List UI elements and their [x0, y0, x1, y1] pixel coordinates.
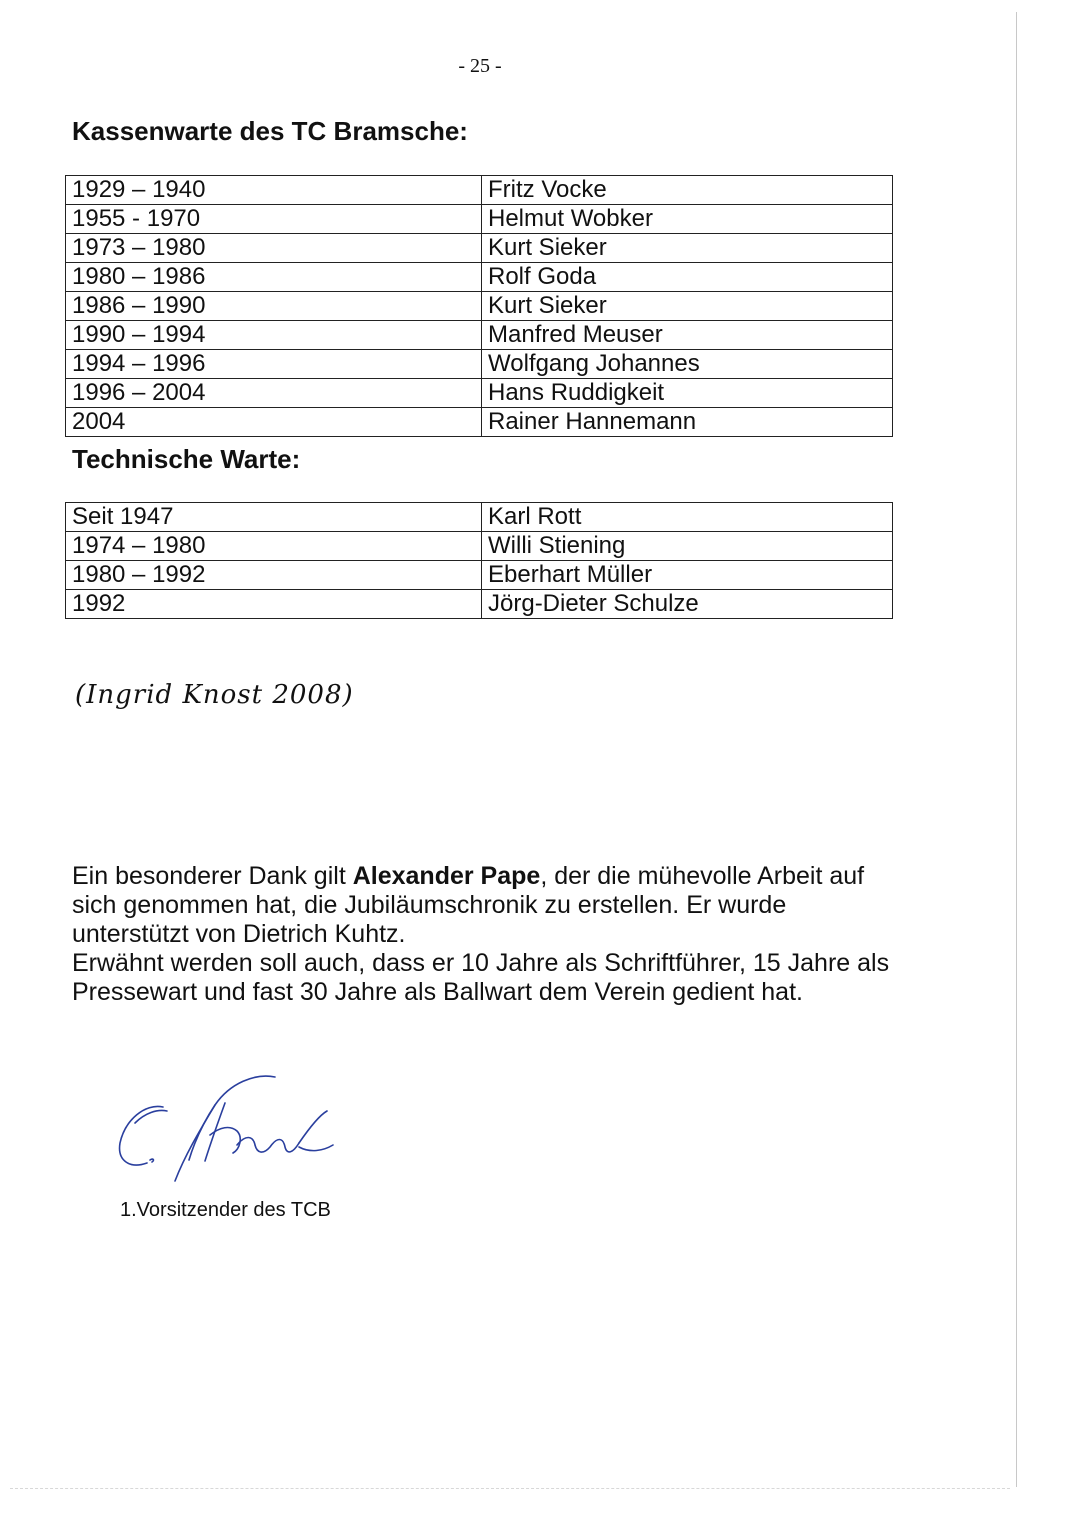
name-cell: Wolfgang Johannes [482, 350, 893, 379]
table-row [66, 292, 893, 321]
page-edge-line [1016, 12, 1017, 1487]
acknowledgement-rest: , der die mühevolle Arbeit auf sich genommen hat, die Jubiläumschronik zu erstellen. Er wurde unterstützt von Dietrich Kuhtz. [72, 862, 865, 948]
technische-warte-table [65, 502, 893, 619]
name-cell: Manfred Meuser [482, 321, 893, 350]
bottom-scan-line [10, 1488, 1010, 1489]
table-row [66, 408, 893, 437]
author-note: (Ingrid Knost 2008) [75, 680, 354, 710]
name-cell: Fritz Vocke [482, 176, 893, 205]
period-cell: 1980 – 1986 [66, 263, 482, 292]
period-cell: 1992 [66, 590, 482, 619]
name-cell: Willi Stiening [482, 532, 893, 561]
name-cell: Rainer Hannemann [482, 408, 893, 437]
acknowledgement-text [72, 862, 892, 1007]
table-row [66, 263, 893, 292]
table-row [66, 532, 893, 561]
period-cell: 1980 – 1992 [66, 561, 482, 590]
period-cell: 1996 – 2004 [66, 379, 482, 408]
period-cell: 1973 – 1980 [66, 234, 482, 263]
name-cell: Rolf Goda [482, 263, 893, 292]
name-cell: Karl Rott [482, 503, 893, 532]
name-cell: Hans Ruddigkeit [482, 379, 893, 408]
name-cell: Kurt Sieker [482, 234, 893, 263]
period-cell: 1994 – 1996 [66, 350, 482, 379]
handwritten-signature [105, 1065, 395, 1195]
table-row [66, 321, 893, 350]
table-row [66, 561, 893, 590]
table-row [66, 176, 893, 205]
technische-warte-heading: Technische Warte: [72, 444, 301, 474]
period-cell: 1929 – 1940 [66, 176, 482, 205]
name-cell: Eberhart Müller [482, 561, 893, 590]
period-cell: 1990 – 1994 [66, 321, 482, 350]
name-cell: Jörg-Dieter Schulze [482, 590, 893, 619]
name-cell: Helmut Wobker [482, 205, 893, 234]
acknowledged-person: Alexander Pape [352, 862, 541, 890]
period-cell: Seit 1947 [66, 503, 482, 532]
table-row [66, 205, 893, 234]
name-cell: Kurt Sieker [482, 292, 893, 321]
period-cell: 1986 – 1990 [66, 292, 482, 321]
kassenwarte-table [65, 175, 893, 437]
period-cell: 2004 [66, 408, 482, 437]
acknowledgement-paragraph [72, 862, 892, 949]
acknowledgement-lead: Ein besonderer Dank gilt [72, 862, 353, 890]
table-row [66, 503, 893, 532]
table-row [66, 379, 893, 408]
signer-role: 1.Vorsitzender des TCB [120, 1199, 331, 1221]
table-row [66, 350, 893, 379]
acknowledgement-second-paragraph: Erwähnt werden soll auch, dass er 10 Jahre als Schriftführer, 15 Jahre als Pressewart und fast 30 Jahre als Ballwart dem Verein gedient hat. [72, 949, 890, 1006]
page-number: - 25 - [458, 55, 502, 77]
table-row [66, 234, 893, 263]
period-cell: 1974 – 1980 [66, 532, 482, 561]
table-row [66, 590, 893, 619]
period-cell: 1955 - 1970 [66, 205, 482, 234]
kassenwarte-heading: Kassenwarte des TC Bramsche: [72, 116, 468, 146]
